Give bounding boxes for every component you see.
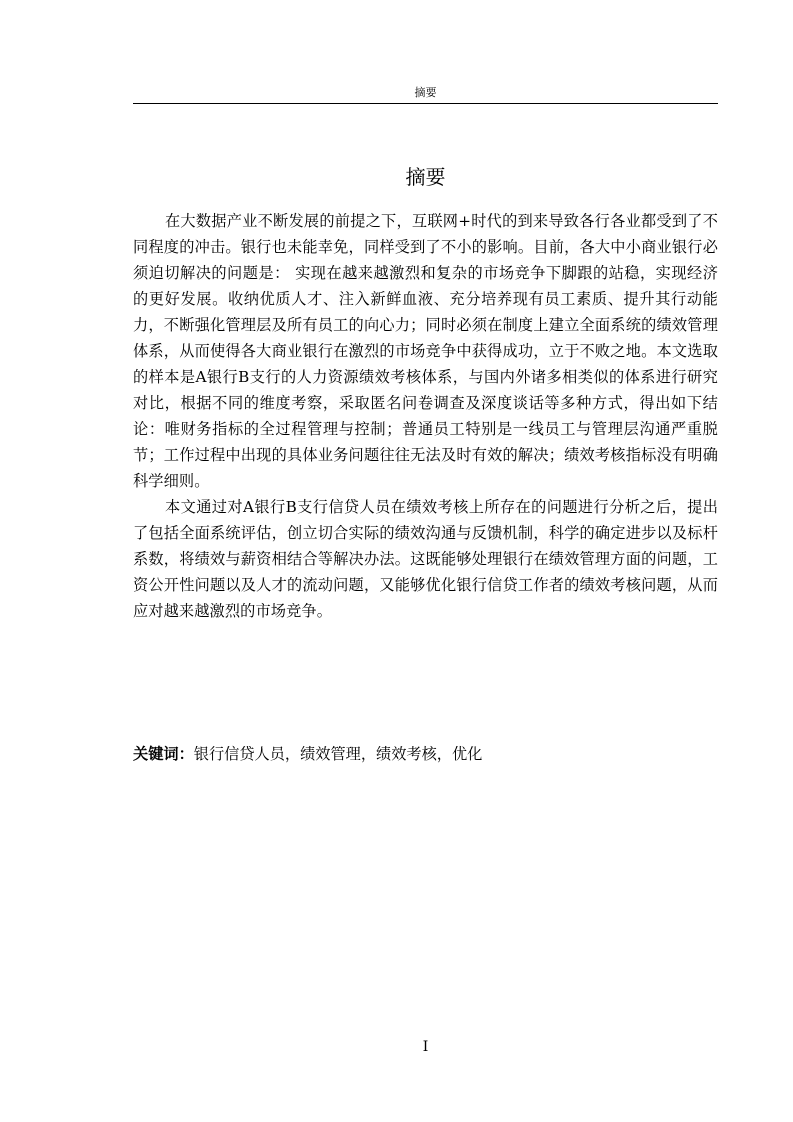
running-header: 摘要 — [414, 86, 437, 99]
keywords-label: 关键词： — [133, 745, 194, 763]
page-number: I — [422, 1039, 429, 1055]
header-rule — [133, 103, 718, 104]
abstract-body — [133, 208, 718, 624]
abstract-paragraph-1: 在大数据产业不断发展的前提之下，互联网+时代的到来导致各行各业都受到了不同程度的冲击。银行也未能幸免，同样受到了不小的影响。目前，各大中小商业银行必须迫切解决的问题是： 实现在越来越激烈和复杂的市场竞争下脚跟的站稳，实现经济的更好发展。收纳优质人才、注入新鲜血液、充分培养现有员工素质、提升其行动能力，不断强化管理层及所有员工的向心力；同时必须在制度上建立全面系统的绩效管理体系，从而使得各大商业银行在激烈的市场竞争中获得成功，立于不败之地。本文选取的样本是A银行B支行的人力资源绩效考核体系，与国内外诸多相类似的体系进行研究对比，根据不同的维度考察，采取匿名问卷调查及深度谈话等多种方式，得出如下结论：唯财务指标的全过程管理与控制；普通员工特别是一线员工与管理层沟通严重脱节；工作过程中出现的具体业务问题往往无法及时有效的解决；绩效考核指标没有明确科学细则。 — [133, 212, 718, 490]
page-title: 摘要 — [405, 165, 446, 189]
keywords-line — [133, 741, 718, 767]
abstract-paragraph-2: 本文通过对A银行B支行信贷人员在绩效考核上所存在的问题进行分析之后，提出了包括全面系统评估，创立切合实际的绩效沟通与反馈机制，科学的确定进步以及标杆系数，将绩效与薪资相结合等解决办法。这既能够处理银行在绩效管理方面的问题，工资公开性问题以及人才的流动问题，又能够优化银行信贷工作者的绩效考核问题，从而应对越来越激烈的市场竞争。 — [133, 498, 718, 620]
keywords-text: 银行信贷人员，绩效管理，绩效考核，优化 — [193, 745, 483, 763]
